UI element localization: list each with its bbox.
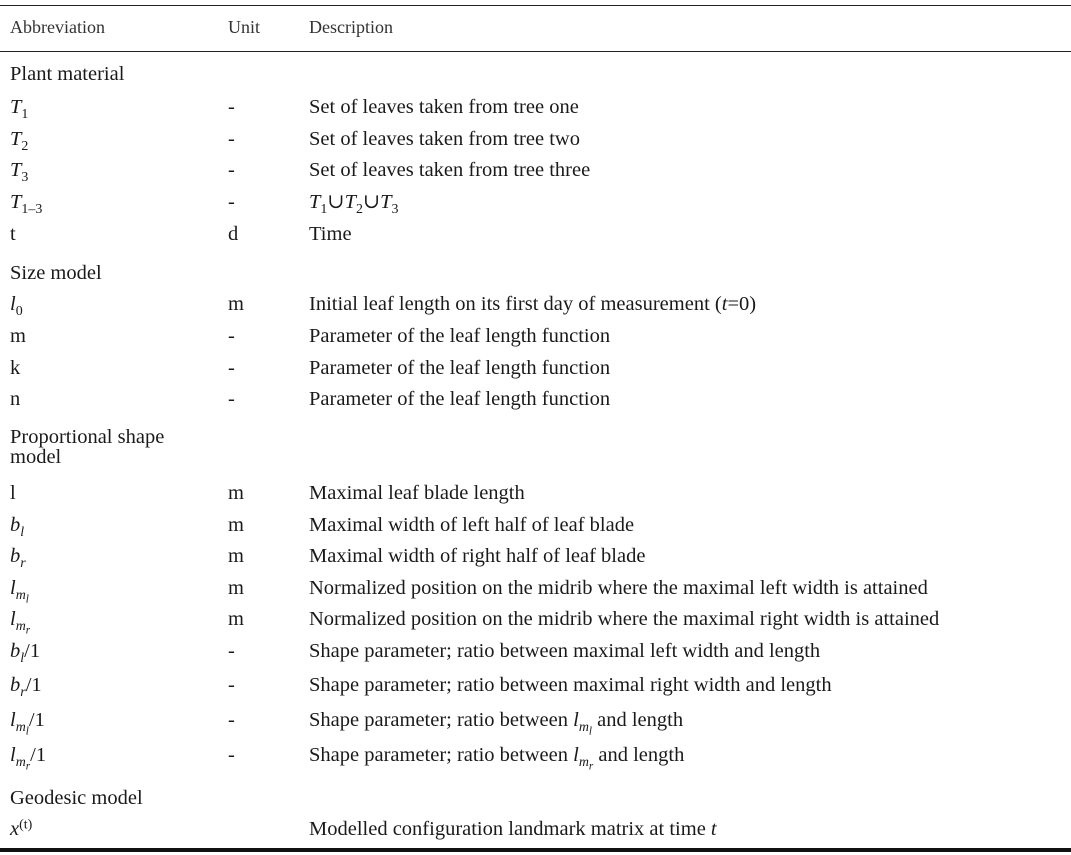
abbr-cell: $b_l/1$ — [10, 640, 41, 666]
unit-cell: - — [228, 640, 235, 662]
desc-cell: Time — [309, 223, 352, 245]
desc-cell: Maximal width of left half of leaf blade — [309, 514, 635, 536]
abbr-cell: m — [10, 325, 26, 347]
abbr-cell: $x^{(t)}$ — [10, 817, 33, 840]
section-geodesic-model: Geodesic model — [10, 787, 143, 809]
abbr-cell: $b_r$ — [10, 545, 26, 571]
table-row — [0, 542, 1071, 574]
unit-cell: - — [228, 159, 235, 181]
table-row — [0, 574, 1071, 606]
unit-cell: m — [228, 545, 244, 567]
section-size-model: Size model — [10, 262, 102, 284]
abbr-cell: $l_{m_r}$ — [10, 608, 31, 637]
unit-cell: - — [228, 191, 235, 213]
unit-cell: m — [228, 608, 244, 630]
unit-cell: - — [228, 325, 235, 347]
section-plant-material: Plant material — [10, 63, 125, 85]
header-unit: Unit — [228, 17, 261, 37]
desc-cell: Normalized position on the midrib where the maximal right width is attained — [309, 608, 940, 630]
desc-cell: Parameter of the leaf length function — [309, 388, 611, 410]
table-row — [0, 125, 1071, 157]
abbr-cell: n — [10, 388, 21, 410]
table-row — [0, 671, 1071, 703]
unit-cell: m — [228, 482, 244, 504]
desc-cell: Maximal width of right half of leaf blade — [309, 545, 646, 567]
desc-cell: Parameter of the leaf length function — [309, 357, 611, 379]
unit-cell: m — [228, 577, 244, 599]
unit-cell: - — [228, 709, 235, 731]
header-abbreviation: Abbreviation — [10, 17, 105, 37]
desc-cell: Initial leaf length on its first day of measurement (t=0) — [309, 293, 757, 315]
header-description: Description — [309, 17, 393, 37]
abbr-cell: k — [10, 357, 21, 379]
table-row — [0, 322, 1071, 354]
abbr-cell: $b_r/1$ — [10, 674, 42, 700]
table-row — [0, 220, 1071, 252]
table-row — [0, 93, 1071, 125]
unit-cell: m — [228, 514, 244, 536]
unit-cell: - — [228, 388, 235, 410]
unit-cell: - — [228, 96, 235, 118]
table-bottom-rule — [0, 848, 1071, 852]
section-proportional-shape-model: Proportional shape model — [10, 426, 165, 468]
table-row — [0, 706, 1071, 738]
abbr-cell: $T_2$ — [10, 128, 29, 154]
abbr-cell: $l_0$ — [10, 293, 23, 319]
abbr-cell: l — [10, 482, 16, 504]
desc-cell: Shape parameter; ratio between maximal left width and length — [309, 640, 821, 662]
desc-cell: Set of leaves taken from tree three — [309, 159, 591, 181]
table-row — [0, 385, 1071, 417]
abbr-cell: $l_{m_r}/1$ — [10, 744, 47, 773]
desc-cell: $T_1\cup T_2\cup T_3$ — [309, 191, 399, 217]
desc-cell: Set of leaves taken from tree two — [309, 128, 580, 150]
unit-cell: m — [228, 293, 244, 315]
desc-cell: Shape parameter; ratio between maximal right width and length — [309, 674, 832, 696]
desc-cell: Modelled configuration landmark matrix at time t — [309, 818, 717, 840]
desc-cell: Set of leaves taken from tree one — [309, 96, 579, 118]
abbr-cell: $T_{1-3}$ — [10, 191, 43, 217]
table-row — [0, 815, 1071, 847]
abbr-cell: $l_{m_l}$ — [10, 577, 29, 606]
abbr-cell: $b_l$ — [10, 514, 25, 540]
desc-cell: Shape parameter; ratio between $l_{m_l}$ and length — [309, 709, 684, 738]
abbr-cell: $T_3$ — [10, 159, 29, 185]
table-row — [0, 354, 1071, 386]
table-row — [0, 605, 1071, 637]
desc-cell: Normalized position on the midrib where the maximal left width is attained — [309, 577, 928, 599]
unit-cell: - — [228, 674, 235, 696]
unit-cell: - — [228, 128, 235, 150]
desc-cell: Parameter of the leaf length function — [309, 325, 611, 347]
desc-cell: Shape parameter; ratio between $l_{m_r}$ and length — [309, 744, 685, 773]
table-row — [0, 741, 1071, 773]
desc-cell: Maximal leaf blade length — [309, 482, 525, 504]
abbr-cell: $l_{m_l}/1$ — [10, 709, 45, 738]
table-row — [0, 479, 1071, 511]
abbr-cell: t — [10, 223, 16, 245]
table-top-rule — [0, 5, 1071, 6]
table-row — [0, 290, 1071, 322]
table-row — [0, 511, 1071, 543]
table-header-rule — [0, 51, 1071, 52]
unit-cell: d — [228, 223, 239, 245]
table-row — [0, 188, 1071, 220]
abbr-cell: $T_1$ — [10, 96, 29, 122]
unit-cell: - — [228, 357, 235, 379]
table-row — [0, 637, 1071, 669]
unit-cell: - — [228, 744, 235, 766]
table-row — [0, 156, 1071, 188]
